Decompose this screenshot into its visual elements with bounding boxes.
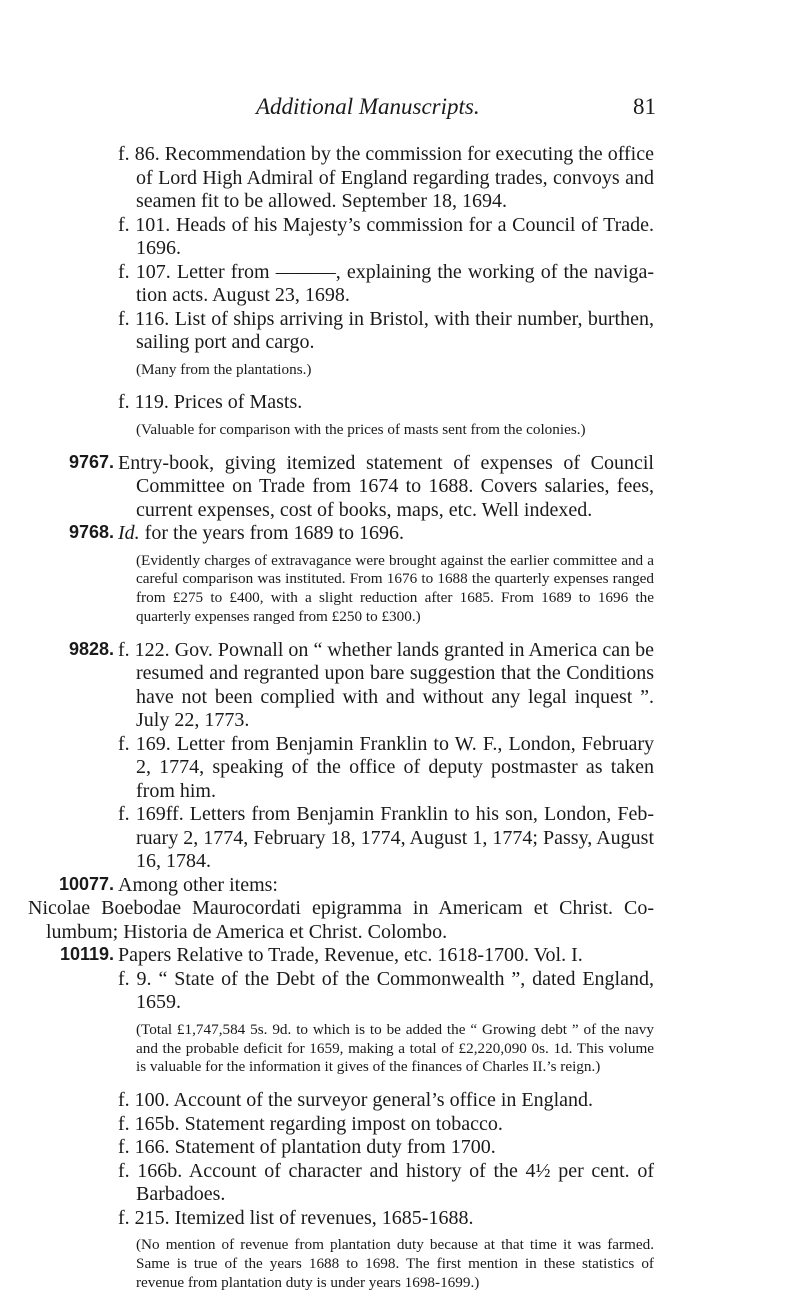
item-f9 bbox=[118, 968, 654, 1077]
item-text: f. 165b. Statement regarding impost on tobacco. bbox=[118, 1112, 503, 1135]
item-f116 bbox=[118, 308, 654, 380]
item-text: f. 169. Letter from Benjamin Franklin to W. F., London, February 2, 1774, speaking of the office of deputy postmaster as taken from him. bbox=[118, 732, 654, 802]
item-f100 bbox=[118, 1089, 654, 1113]
entry-number: 10119. bbox=[59, 944, 114, 965]
entry-text: Entry-book, giving itemized statement of expenses of Council Committee on Trade from 1674 to 1688. Covers salaries, fees, current expenses, cost of books, maps, etc. Well indexed. bbox=[118, 451, 654, 521]
item-text: f. 100. Account of the surveyor general’s office in England. bbox=[118, 1089, 594, 1112]
item-f165b bbox=[118, 1113, 654, 1137]
item-f169 bbox=[118, 733, 654, 804]
entry-9767 bbox=[68, 451, 654, 523]
item-note: (Valuable for comparison with the prices of masts sent from the colonies.) bbox=[136, 420, 586, 438]
entry-10077-body bbox=[28, 897, 654, 944]
entry-9828 bbox=[68, 638, 654, 733]
page-body bbox=[0, 143, 800, 1293]
item-f169ff bbox=[118, 803, 654, 874]
item-text: f. 119. Prices of Masts. bbox=[118, 391, 303, 414]
item-note: (No mention of revenue from plantation duty because at that time it was farmed. Same is true of the years 1688 to 1698. The first mention in these statistics of revenue from plantation duty is under years 1698-1699.) bbox=[136, 1236, 654, 1291]
entry-text: f. 122. Gov. Pownall on “ whether lands granted in America can be resumed and regranted upon bare suggestion that the Conditions have not been complied with and without any legal inquest ”. July 22, 1773. bbox=[118, 638, 654, 732]
item-note: (Many from the plantations.) bbox=[136, 360, 312, 378]
item-text: f. 166b. Account of character and history of the 4½ per cent. of Barbadoes. bbox=[118, 1159, 654, 1206]
item-f215 bbox=[118, 1207, 654, 1293]
item-f166 bbox=[118, 1136, 654, 1160]
item-text: f. 166. Statement of plantation duty from 1700. bbox=[118, 1136, 496, 1159]
running-title: Additional Manuscripts. bbox=[256, 94, 480, 119]
item-f119 bbox=[118, 391, 654, 439]
running-header bbox=[256, 94, 656, 124]
idem-abbrev: Id. bbox=[118, 522, 140, 545]
item-text: f. 9. “ State of the Debt of the Commonwealth ”, dated England, 1659. bbox=[118, 967, 654, 1014]
item-text: f. 169ff. Letters from Benjamin Franklin to his son, London, February 2, 1774, February 18, 1774, August 1, 1774; Passy, August 16, 1784. bbox=[118, 803, 654, 873]
item-f101 bbox=[118, 214, 654, 261]
entry-text: Nicolae Boebodae Maurocordati epigramma in Americam et Christ. Columbum; Historia de America et Christ. Colombo. bbox=[28, 897, 654, 943]
item-f107 bbox=[118, 261, 654, 308]
item-text: f. 107. Letter from ———, explaining the working of the navigation acts. August 23, 1698. bbox=[118, 260, 654, 306]
entry-number: 9768. bbox=[68, 522, 114, 543]
entry-text-rest: for the years from 1689 to 1696. bbox=[144, 522, 405, 545]
entry-note: (Evidently charges of extravagance were brought against the earlier committee and a careful comparison was instituted. From 1676 to 1688 the quarterly expenses ranged from £275 to £400, with a slight reduction after 1685. From 1689 to 1696 the quarterly expenses ranged from £250 to £300.) bbox=[136, 551, 654, 625]
entry-number: 9828. bbox=[68, 638, 114, 659]
item-text: f. 116. List of ships arriving in Bristol, with their number, burthen, sailing port and cargo. bbox=[118, 307, 654, 353]
item-f166b bbox=[118, 1160, 654, 1207]
page-number: 81 bbox=[633, 94, 656, 119]
item-note: (Total £1,747,584 5s. 9d. to which is to be added the “ Growing debt ” of the navy and the probable deficit for 1659, making a total of £2,220,090 0s. 1d. This volume is valuable for the information it gives of the finances of Charles II.’s reign.) bbox=[136, 1020, 654, 1076]
item-f86 bbox=[118, 143, 654, 214]
item-text: f. 86. Recommendation by the commission for executing the office of Lord High Admiral of England regarding trades, convoys and seamen fit to be allowed. September 18, 1694. bbox=[118, 143, 654, 212]
item-text: f. 215. Itemized list of revenues, 1685-1688. bbox=[118, 1206, 474, 1229]
item-text: f. 101. Heads of his Majesty’s commission for a Council of Trade. 1696. bbox=[118, 213, 654, 259]
entry-10119 bbox=[59, 944, 654, 968]
entry-number: 10077. bbox=[58, 873, 114, 894]
entry-10077 bbox=[58, 873, 654, 898]
entry-text: Papers Relative to Trade, Revenue, etc. 1618-1700. Vol. I. bbox=[118, 944, 583, 967]
entry-text: Among other items: bbox=[118, 873, 278, 896]
entry-number: 9767. bbox=[68, 451, 114, 472]
entry-text bbox=[118, 522, 654, 546]
entry-9768 bbox=[68, 522, 654, 627]
